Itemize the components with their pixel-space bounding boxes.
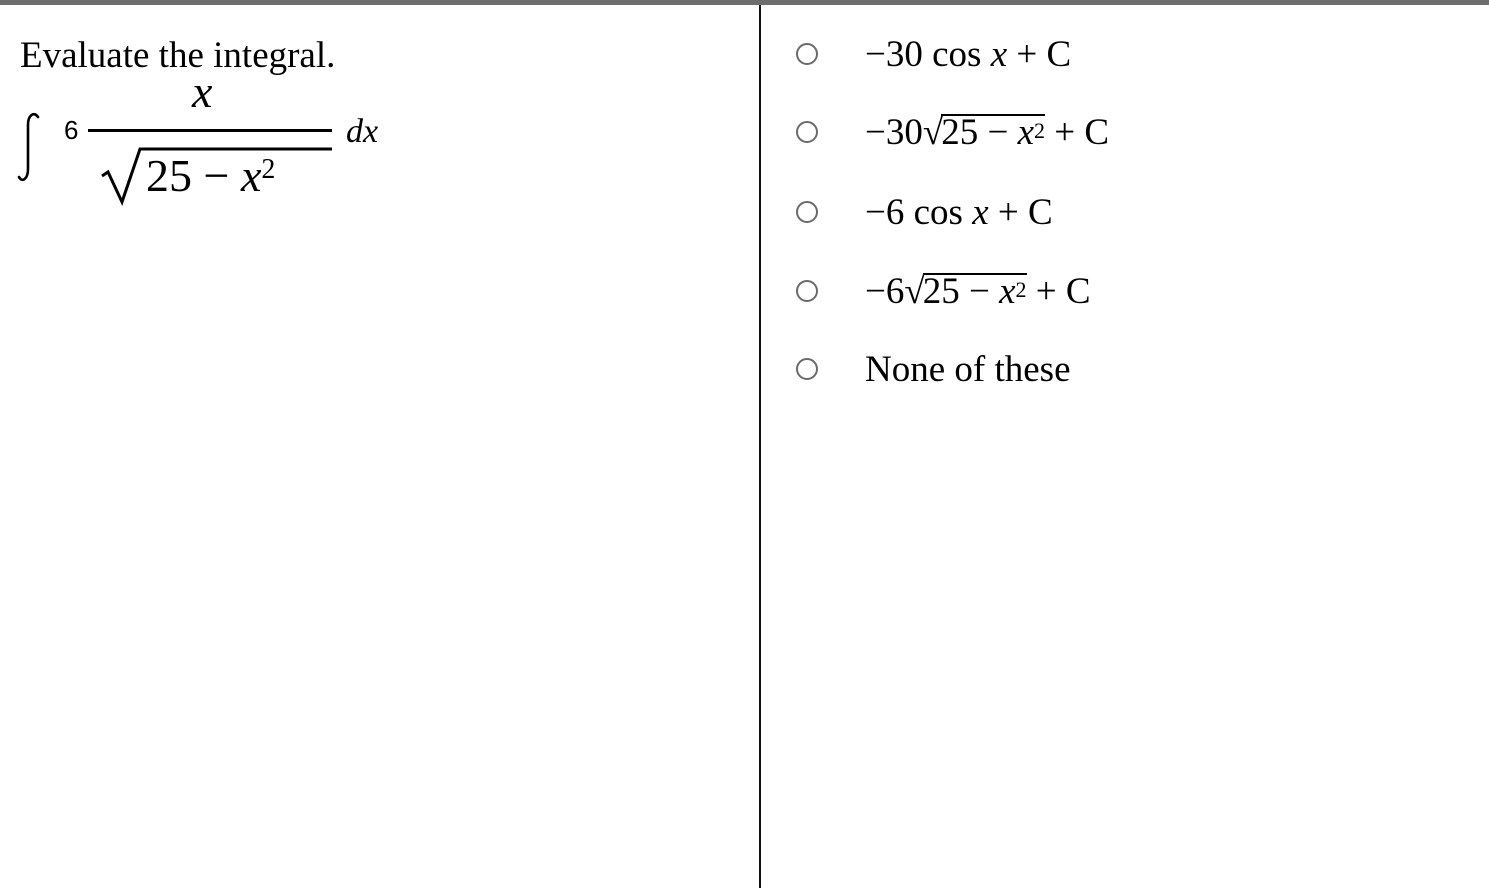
denominator-variable: x: [240, 150, 262, 201]
fraction-bar: [88, 129, 332, 132]
denominator-constant: 25: [146, 150, 192, 201]
option-e[interactable]: [793, 350, 1473, 394]
fraction-numerator: x: [192, 66, 213, 117]
fraction-denominator: [146, 151, 275, 201]
radio-button-d[interactable]: [796, 280, 818, 302]
option-a[interactable]: [793, 35, 1473, 79]
radio-button-c[interactable]: [796, 201, 818, 223]
radio-button-b[interactable]: [796, 121, 818, 143]
sqrt-expression: $√25 - x^2$: [922, 112, 1045, 153]
answer-options: [761, 5, 1489, 888]
sqrt-expression: $√25 - x^2$: [904, 271, 1027, 312]
sqrt-icon: √: [904, 271, 925, 312]
option-b[interactable]: [793, 113, 1473, 157]
differential: dx: [346, 113, 379, 150]
option-d[interactable]: [793, 272, 1473, 316]
question-prompt: Evaluate the integral.: [20, 35, 336, 76]
option-d-label: $-6√25 - x^2 + C$: [865, 271, 1091, 312]
option-a-label: −30 cos x + C: [865, 34, 1072, 75]
radio-button-a[interactable]: [796, 43, 818, 65]
denominator-minus: −: [192, 150, 241, 201]
option-c[interactable]: [793, 193, 1473, 237]
option-c-label: −6 cos x + C: [865, 192, 1053, 233]
sqrt-icon: √: [922, 112, 944, 153]
question-pane: [0, 5, 759, 888]
integral-sign-icon: [16, 111, 44, 183]
integrand-coefficient: 6: [64, 115, 79, 145]
option-e-label: None of these: [865, 349, 1071, 390]
denominator-exponent: 2: [261, 154, 276, 185]
radio-button-e[interactable]: [796, 358, 818, 380]
option-b-label: $-30√25 - x^2 + C$: [865, 112, 1110, 153]
